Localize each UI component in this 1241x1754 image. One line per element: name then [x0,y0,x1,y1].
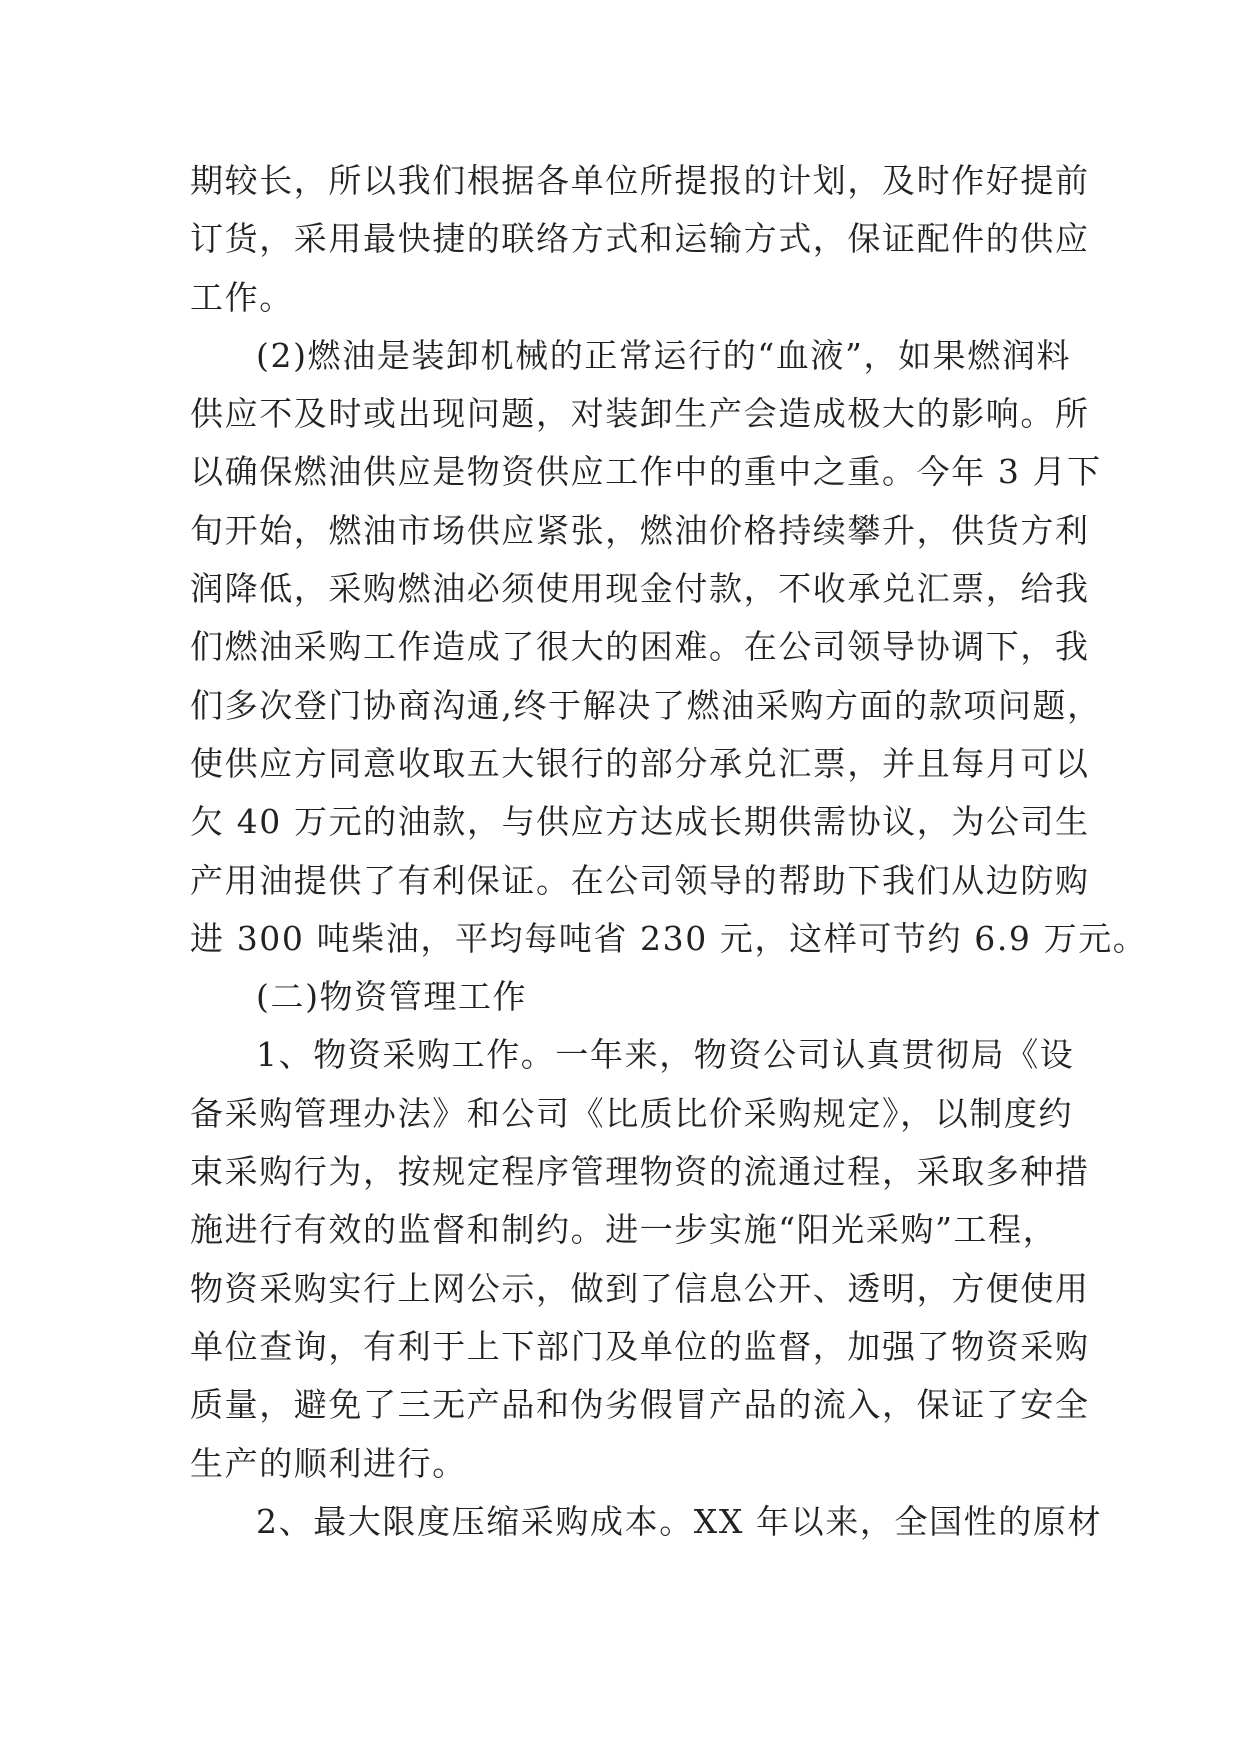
text-line: 供应不及时或出现问题，对装卸生产会造成极大的影响。所 [190,394,1090,434]
text-line: 们多次登门协商沟通,终于解决了燃油采购方面的款项问题， [190,685,1102,725]
text-line: 进 300 吨柴油，平均每吨省 230 元，这样可节约 6.9 万元。 [190,918,1148,958]
text-line: 备采购管理办法》和公司《比质比价采购规定》，以制度约 [190,1093,1074,1133]
text-line: 质量，避免了三无产品和伪劣假冒产品的流入，保证了安全 [190,1385,1090,1425]
section-heading: (二)物资管理工作 [256,977,528,1017]
text-line: 们燃油采购工作造成了很大的困难。在公司领导协调下，我 [190,627,1090,667]
text-line: 1、物资采购工作。一年来，物资公司认真贯彻局《设 [256,1035,1075,1075]
text-line: 束采购行为，按规定程序管理物资的流通过程，采取多种措 [190,1152,1090,1192]
text-line: 2、最大限度压缩采购成本。XX 年以来，全国性的原材 [256,1501,1103,1541]
body-text [190,152,1148,1551]
text-line: 欠 40 万元的油款，与供应方达成长期供需协议，为公司生 [190,802,1090,842]
text-line: 以确保燃油供应是物资供应工作中的重中之重。今年 3 月下 [190,452,1102,492]
text-line: 施进行有效的监督和制约。进一步实施“阳光采购”工程， [190,1210,1058,1250]
text-line: 单位查询，有利于上下部门及单位的监督，加强了物资采购 [190,1326,1090,1366]
text-line: 工作。 [190,277,294,317]
text-line: 使供应方同意收取五大银行的部分承兑汇票，并且每月可以 [190,743,1090,783]
text-line: 生产的顺利进行。 [190,1443,467,1483]
text-line: 期较长，所以我们根据各单位所提报的计划，及时作好提前 [190,161,1090,200]
text-line: 订货，采用最快捷的联络方式和运输方式，保证配件的供应 [190,219,1090,259]
text-line: 物资采购实行上网公示，做到了信息公开、透明，方便使用 [190,1268,1090,1308]
text-line: 产用油提供了有利保证。在公司领导的帮助下我们从边防购 [190,860,1090,900]
text-line: (2)燃油是装卸机械的正常运行的“血液”，如果燃润料 [256,335,1072,375]
text-line: 润降低，采购燃油必须使用现金付款，不收承兑汇票，给我 [190,569,1090,609]
text-line: 旬开始，燃油市场供应紧张，燃油价格持续攀升，供货方利 [190,510,1090,550]
